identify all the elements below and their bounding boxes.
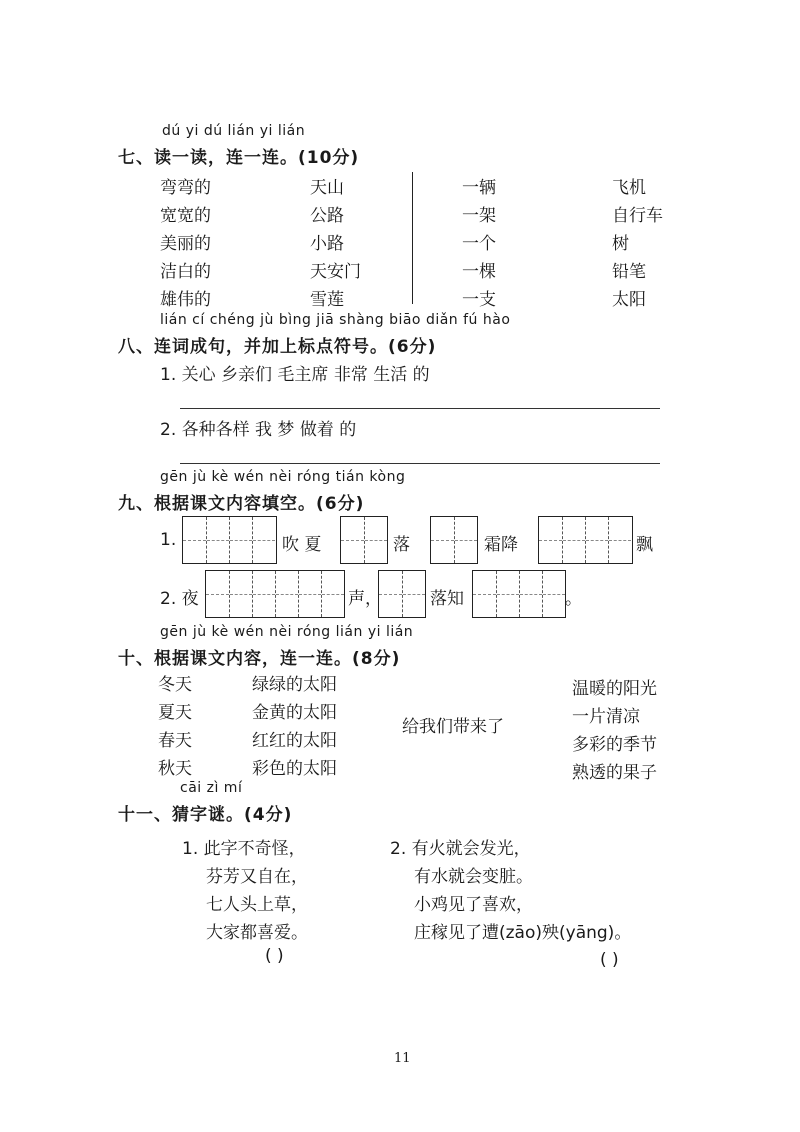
q11-riddle1-1: 芬芳又自在， — [206, 867, 308, 887]
q10-season-1: 夏天 — [158, 703, 192, 723]
q9-blank-4[interactable] — [538, 516, 633, 564]
q11-riddle2-1: 有水就会变脏。 — [414, 867, 533, 887]
q7-divider — [412, 172, 413, 304]
q11-riddle2-0: 2. 有火就会发光， — [390, 839, 531, 859]
q11-riddle2-2: 小鸡见了喜欢， — [414, 895, 533, 915]
q11-riddle2-3: 庄稼见了遭(zāo)殃(yāng)。 — [414, 923, 632, 943]
q10-result-3: 熟透的果子 — [572, 763, 657, 783]
q10-sun-3: 彩色的太阳 — [252, 759, 337, 779]
q9-n1: 1. — [160, 530, 177, 550]
q9-blank-3[interactable] — [430, 516, 478, 564]
q7-col2-3: 天安门 — [310, 262, 361, 282]
q7-col4-0: 飞机 — [612, 178, 646, 198]
q7-col2-2: 小路 — [310, 234, 344, 254]
page-number: 11 — [394, 1051, 411, 1066]
q9-piao: 飘 — [636, 535, 653, 555]
q9-sheng: 声， — [348, 589, 382, 609]
q10-sun-1: 金黄的太阳 — [252, 703, 337, 723]
q9-blank-5[interactable] — [205, 570, 345, 618]
q7-col2-1: 公路 — [310, 206, 344, 226]
q10-sun-2: 红红的太阳 — [252, 731, 337, 751]
q8-item2: 2. 各种各样 我 梦 做着 的 — [160, 420, 357, 440]
q10-result-1: 一片清凉 — [572, 707, 640, 727]
q11-riddle1-2: 七人头上草， — [206, 895, 308, 915]
q9-n2: 2. 夜 — [160, 589, 199, 609]
q8-answer-line-2[interactable] — [180, 463, 660, 464]
q9-luozhi: 落知 — [430, 589, 464, 609]
q7-col3-2: 一个 — [462, 234, 496, 254]
q7-col2-0: 天山 — [310, 178, 344, 198]
q11-answer2[interactable]: ( ) — [600, 950, 619, 970]
q7-col4-2: 树 — [612, 234, 629, 254]
q9-pinyin: gēn jù kè wén nèi róng tián kòng — [160, 469, 406, 485]
q11-title: 十一、猜字谜。(4分) — [118, 805, 293, 825]
q9-chuixia: 吹 夏 — [282, 535, 322, 555]
q10-title: 十、根据课文内容，连一连。(8分) — [118, 649, 401, 669]
q7-col3-4: 一支 — [462, 290, 496, 310]
q7-col3-1: 一架 — [462, 206, 496, 226]
q9-blank-2[interactable] — [340, 516, 388, 564]
q11-pinyin: cāi zì mí — [180, 780, 243, 796]
q10-middle: 给我们带来了 — [402, 717, 504, 737]
q9-end: 。 — [565, 589, 582, 609]
q10-sun-0: 绿绿的太阳 — [252, 675, 337, 695]
q7-col1-0: 弯弯的 — [160, 178, 211, 198]
q10-season-3: 秋天 — [158, 759, 192, 779]
q7-col1-4: 雄伟的 — [160, 290, 211, 310]
q10-season-2: 春天 — [158, 731, 192, 751]
q10-pinyin: gēn jù kè wén nèi róng lián yi lián — [160, 624, 414, 640]
q10-result-0: 温暖的阳光 — [572, 679, 657, 699]
q7-col4-3: 铅笔 — [612, 262, 646, 282]
q8-title: 八、连词成句，并加上标点符号。(6分) — [118, 337, 437, 357]
q9-blank-1[interactable] — [182, 516, 277, 564]
q7-col2-4: 雪莲 — [310, 290, 344, 310]
q9-title: 九、根据课文内容填空。(6分) — [118, 494, 365, 514]
q11-answer1[interactable]: ( ) — [265, 946, 284, 966]
q7-pinyin: dú yi dú lián yi lián — [162, 123, 306, 139]
q10-season-0: 冬天 — [158, 675, 192, 695]
q7-col4-1: 自行车 — [612, 206, 663, 226]
q11-riddle1-0: 1. 此字不奇怪， — [182, 839, 306, 859]
q9-blank-7[interactable] — [472, 570, 566, 618]
q7-col1-3: 洁白的 — [160, 262, 211, 282]
q10-result-2: 多彩的季节 — [572, 735, 657, 755]
q9-shuangjiang: 霜降 — [484, 535, 518, 555]
q7-col3-0: 一辆 — [462, 178, 496, 198]
q8-answer-line-1[interactable] — [180, 408, 660, 409]
q8-pinyin: lián cí chéng jù bìng jiā shàng biāo diǎn fú hào — [160, 312, 511, 328]
q9-luo: 落 — [393, 535, 410, 555]
q9-blank-6[interactable] — [378, 570, 426, 618]
q7-col1-2: 美丽的 — [160, 234, 211, 254]
q8-item1: 1. 关心 乡亲们 毛主席 非常 生活 的 — [160, 365, 430, 385]
q11-riddle1-3: 大家都喜爱。 — [206, 923, 308, 943]
q7-col4-4: 太阳 — [612, 290, 646, 310]
q7-title: 七、读一读，连一连。(10分) — [118, 148, 360, 168]
q7-col3-3: 一棵 — [462, 262, 496, 282]
q7-col1-1: 宽宽的 — [160, 206, 211, 226]
